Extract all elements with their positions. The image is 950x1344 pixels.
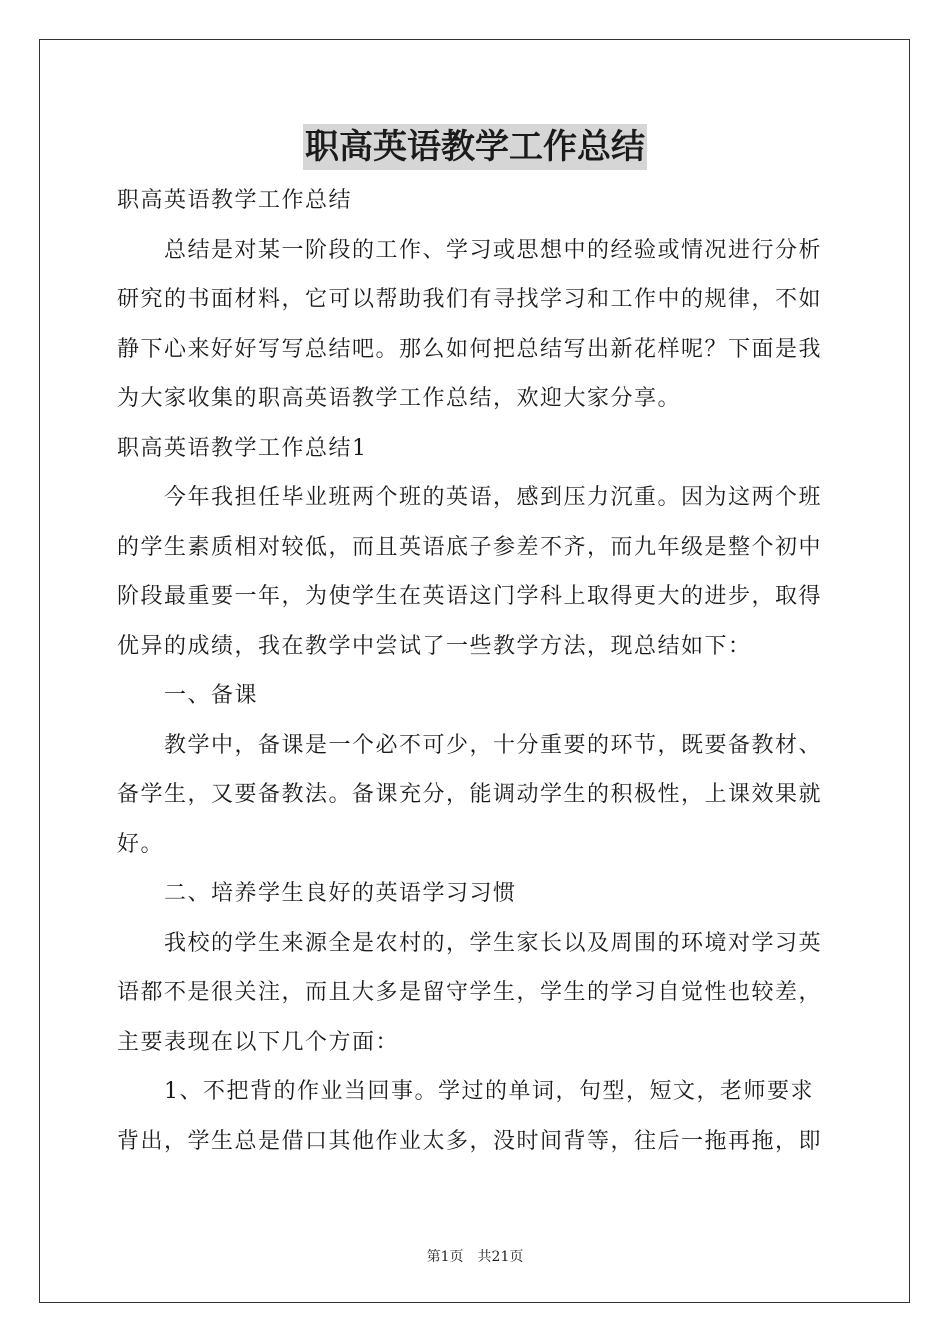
page-footer	[0, 1246, 950, 1266]
paragraph: 1、不把背的作业当回事。学过的单词，句型，短文，老师要求背出，学生总是借口其他作业太多，没时间背等，往后一拖再拖，即	[117, 1079, 823, 1154]
paragraph: 总结是对某一阶段的工作、学习或思想中的经验或情况进行分析研究的书面材料，它可以帮助我们有寻找学习和工作中的规律，不如静下心来好好写写总结吧。那么如何把总结写出新花样呢？下面是我为大家收集的职高英语教学工作总结，欢迎大家分享。	[117, 237, 823, 411]
section-heading: 一、备课	[164, 683, 259, 708]
document-title: 职高英语教学工作总结	[303, 124, 647, 170]
title-container	[0, 124, 950, 170]
paragraph: 职高英语教学工作总结	[117, 188, 353, 213]
paragraph: 教学中，备课是一个必不可少，十分重要的环节，既要备教材、备学生，又要备教法。备课充分，能调动学生的积极性，上课效果就好。	[117, 732, 823, 857]
section-heading: 二、培养学生良好的英语学习习惯	[164, 881, 517, 906]
paragraph: 今年我担任毕业班两个班的英语，感到压力沉重。因为这两个班的学生素质相对较低，而且英语底子参差不齐，而九年级是整个初中阶段最重要一年，为使学生在英语这门学科上取得更大的进步，取得优异的成绩，我在教学中尝试了一些教学方法，现总结如下：	[117, 485, 823, 659]
page-number: 第1页	[426, 1249, 464, 1265]
page-total: 共21页	[477, 1249, 524, 1265]
document-body	[117, 176, 834, 1166]
paragraph: 我校的学生来源全是农村的，学生家长以及周围的环境对学习英语都不是很关注，而且大多是留守学生，学生的学习自觉性也较差，主要表现在以下几个方面：	[117, 930, 823, 1055]
section-heading: 职高英语教学工作总结1	[117, 435, 368, 461]
